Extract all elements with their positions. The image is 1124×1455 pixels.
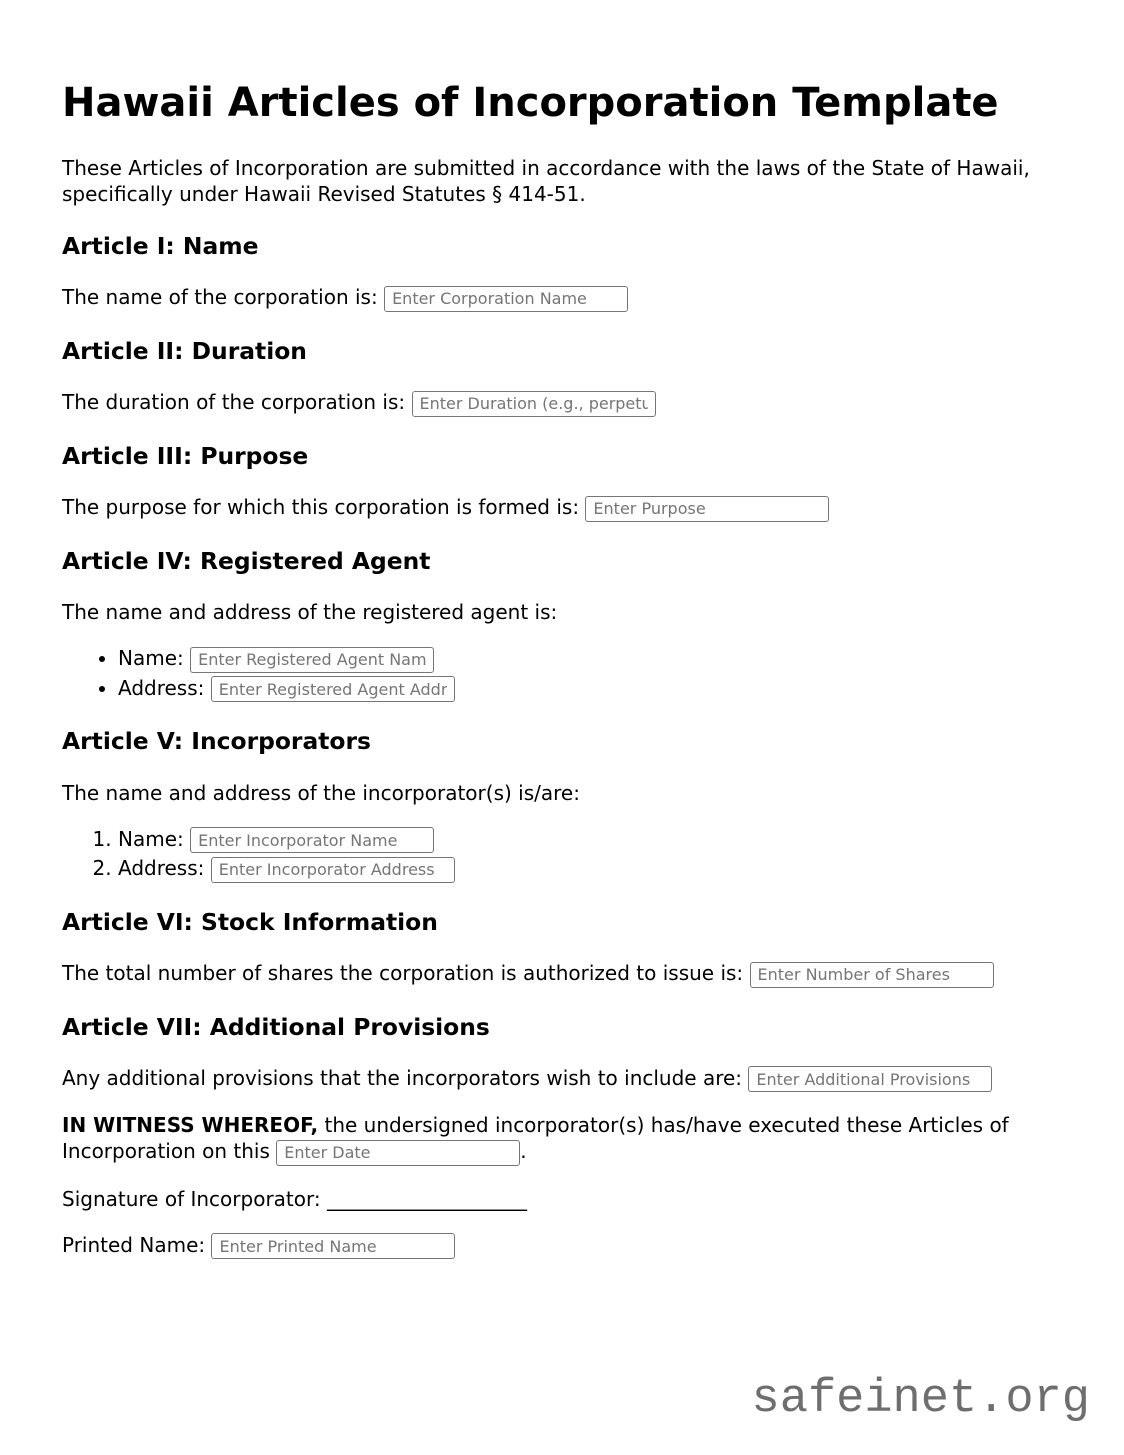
signature-row — [62, 1186, 1062, 1212]
watermark: safeinet.org — [751, 1373, 1090, 1426]
signature-line: ____________________ — [326, 1186, 527, 1211]
article-7-label: Any additional provisions that the incorporators wish to include are: — [62, 1065, 743, 1090]
article-2-label: The duration of the corporation is: — [62, 390, 406, 415]
corporation-name-input[interactable] — [384, 286, 628, 312]
article-2-row — [62, 389, 1062, 417]
article-1-row — [62, 284, 1062, 312]
duration-input[interactable] — [412, 391, 656, 417]
registered-agent-list — [62, 645, 1062, 702]
purpose-input[interactable] — [585, 496, 829, 522]
printed-name-label: Printed Name: — [62, 1232, 206, 1257]
article-6-label: The total number of shares the corporation is authorized to issue is: — [62, 961, 744, 986]
incorporators-list — [62, 826, 1062, 883]
printed-name-row — [62, 1232, 1062, 1260]
intro-paragraph: These Articles of Incorporation are submitted in accordance with the laws of the State of Hawaii, specifically under Hawaii Revised Statutes § 414-51. — [62, 156, 1030, 206]
agent-address-label: Address: — [118, 675, 205, 700]
article-3-heading: Article III: Purpose — [62, 441, 309, 470]
article-3-row — [62, 494, 1062, 522]
list-item — [118, 826, 1062, 854]
witness-paragraph — [62, 1112, 1062, 1166]
registered-agent-address-input[interactable] — [211, 676, 455, 702]
signature-label: Signature of Incorporator: — [62, 1186, 321, 1211]
article-2-heading: Article II: Duration — [62, 336, 307, 365]
article-7-heading: Article VII: Additional Provisions — [62, 1012, 490, 1041]
list-item — [118, 675, 1062, 703]
article-6-row — [62, 960, 1062, 988]
list-item — [118, 855, 1062, 883]
number-of-shares-input[interactable] — [750, 962, 994, 988]
article-7-row — [62, 1065, 1062, 1093]
date-input[interactable] — [276, 1140, 520, 1166]
incorporator-address-label: Address: — [118, 856, 205, 881]
article-4-label: The name and address of the registered agent is: — [62, 600, 558, 625]
article-3-label: The purpose for which this corporation is formed is: — [62, 495, 580, 520]
incorporator-name-label: Name: — [118, 826, 184, 851]
list-item — [118, 645, 1062, 673]
registered-agent-name-input[interactable] — [190, 647, 434, 673]
article-5-label: The name and address of the incorporator(s) is/are: — [62, 780, 580, 805]
document — [62, 77, 1062, 1259]
article-5-heading: Article V: Incorporators — [62, 727, 371, 756]
article-6-heading: Article VI: Stock Information — [62, 907, 438, 936]
printed-name-input[interactable] — [211, 1233, 455, 1259]
witness-lead: IN WITNESS WHEREOF, — [62, 1113, 319, 1138]
article-1-heading: Article I: Name — [62, 232, 259, 260]
witness-suffix: . — [520, 1139, 527, 1164]
incorporator-name-input[interactable] — [190, 827, 434, 853]
article-4-heading: Article IV: Registered Agent — [62, 546, 431, 575]
agent-name-label: Name: — [118, 646, 184, 671]
additional-provisions-input[interactable] — [748, 1066, 992, 1092]
page-title: Hawaii Articles of Incorporation Template — [62, 80, 999, 126]
witness-body: the undersigned incorporator(s) has/have executed these Articles of Incorporation on this — [62, 1113, 1009, 1164]
incorporator-address-input[interactable] — [211, 857, 455, 883]
article-1-label: The name of the corporation is: — [62, 285, 378, 310]
